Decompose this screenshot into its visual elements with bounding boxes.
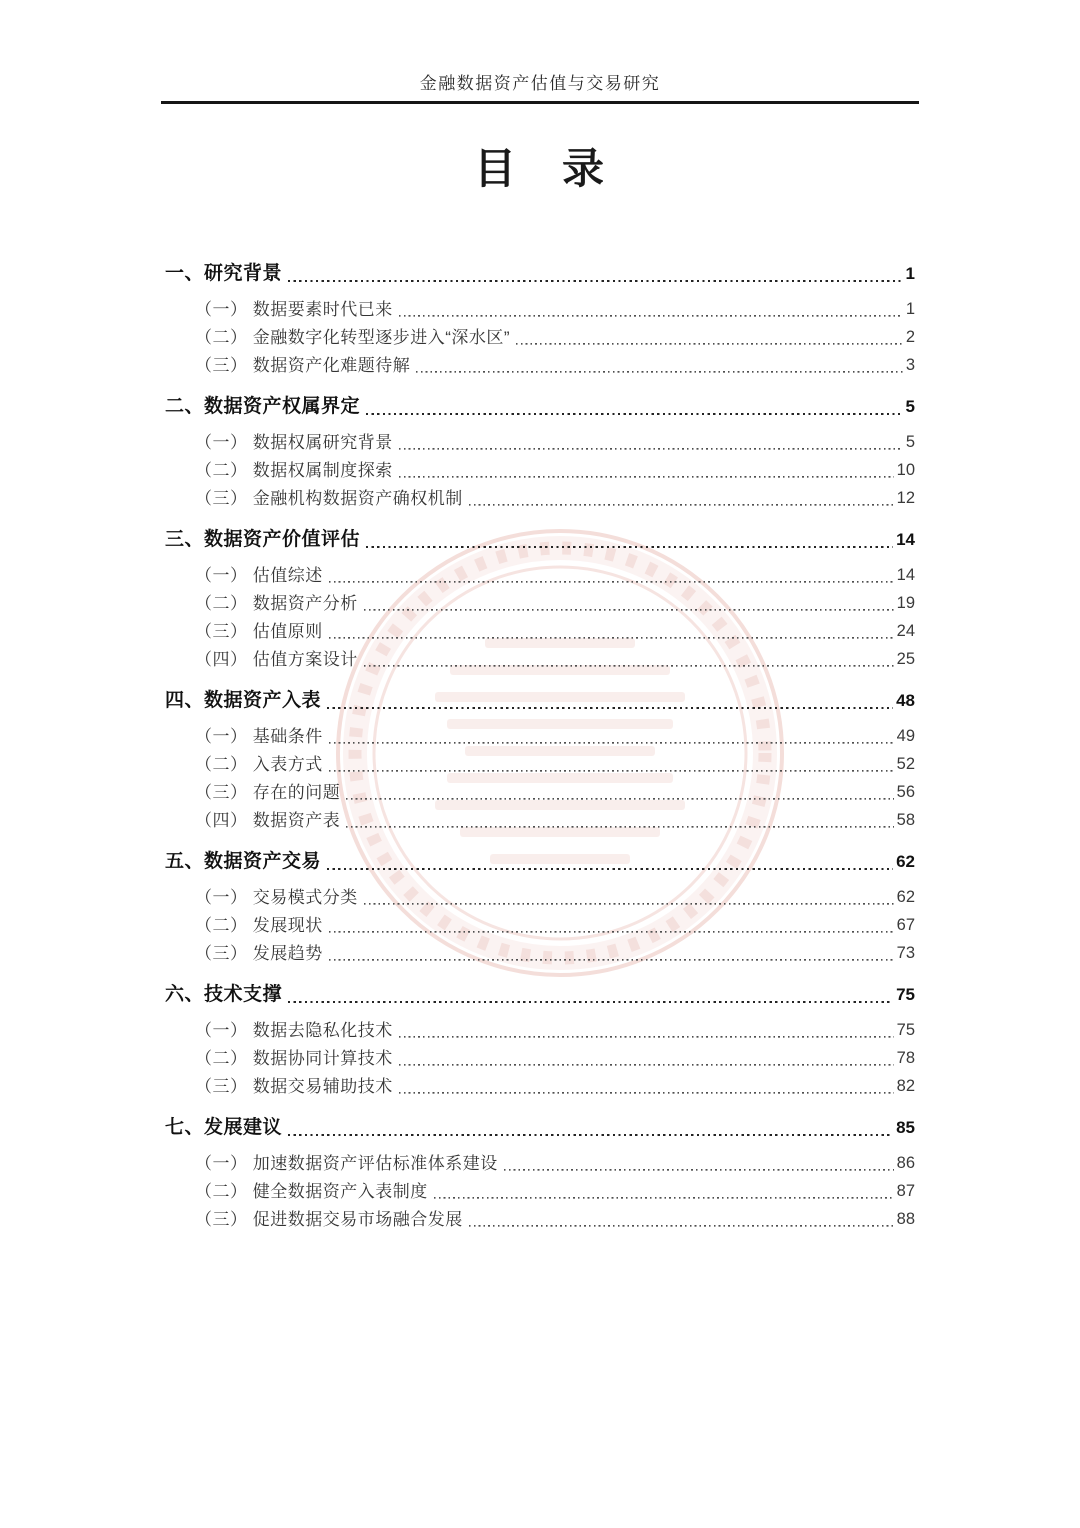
toc-section-heading[interactable] [165, 1112, 915, 1142]
toc-entry-page-number: 67 [896, 916, 915, 934]
dotted-leader [288, 1112, 893, 1142]
dotted-leader [416, 351, 903, 379]
toc-entry-page-number: 49 [896, 727, 915, 745]
toc-entry-label: （一） 交易模式分类 [195, 888, 358, 907]
toc-list [165, 258, 915, 1233]
toc-entry[interactable] [165, 295, 915, 323]
dotted-leader [504, 1149, 894, 1177]
toc-entry[interactable] [165, 911, 915, 939]
toc-entry[interactable] [165, 589, 915, 617]
dotted-leader [366, 391, 903, 421]
toc-section-heading[interactable] [165, 846, 915, 876]
toc-entry-label: （三） 存在的问题 [195, 783, 341, 802]
toc-entry-label: （三） 数据交易辅助技术 [195, 1077, 393, 1096]
toc-entry-label: （二） 发展现状 [195, 916, 323, 935]
toc-entry[interactable] [165, 1044, 915, 1072]
running-header-title: 金融数据资产估值与交易研究 [419, 74, 661, 93]
dotted-leader [346, 806, 893, 834]
toc-entry-page-number: 56 [896, 783, 915, 801]
dotted-leader [399, 1072, 894, 1100]
dotted-leader [399, 428, 903, 456]
toc-entry[interactable] [165, 778, 915, 806]
toc-section-heading[interactable] [165, 979, 915, 1009]
toc-entry-page-number: 62 [896, 888, 915, 906]
toc-entry-label: （三） 估值原则 [195, 622, 323, 641]
toc-subentries [165, 561, 915, 673]
toc-entry-page-number: 25 [896, 650, 915, 668]
toc-entry-label: （三） 促进数据交易市场融合发展 [195, 1210, 463, 1229]
toc-entry-label: （三） 发展趋势 [195, 944, 323, 963]
toc-entry-label: 二、数据资产权属界定 [165, 396, 361, 417]
toc-entry[interactable] [165, 1072, 915, 1100]
toc-entry-label: （一） 数据权属研究背景 [195, 433, 393, 452]
dotted-leader [399, 295, 903, 323]
toc-entry[interactable] [165, 351, 915, 379]
dotted-leader [516, 323, 903, 351]
toc-entry-label: （一） 数据去隐私化技术 [195, 1021, 393, 1040]
toc-entry-page-number: 12 [896, 489, 915, 507]
toc-entry[interactable] [165, 617, 915, 645]
toc-subentries [165, 722, 915, 834]
toc-entry-page-number: 58 [896, 811, 915, 829]
toc-section-heading[interactable] [165, 258, 915, 288]
toc-section [165, 524, 915, 673]
toc-entry-label: （四） 数据资产表 [195, 811, 341, 830]
dotted-leader [329, 750, 894, 778]
dotted-leader [364, 645, 894, 673]
toc-entry[interactable] [165, 806, 915, 834]
toc-entry-page-number: 2 [905, 328, 915, 346]
toc-entry[interactable] [165, 1205, 915, 1233]
toc-entry-page-number: 1 [905, 264, 915, 283]
dotted-leader [399, 456, 894, 484]
dotted-leader [288, 979, 893, 1009]
dotted-leader [364, 589, 894, 617]
dotted-leader [329, 722, 894, 750]
toc-entry-label: 三、数据资产价值评估 [165, 529, 361, 550]
toc-subentries [165, 883, 915, 967]
toc-entry-label: 一、研究背景 [165, 263, 283, 284]
toc-section [165, 391, 915, 512]
toc-entry[interactable] [165, 561, 915, 589]
toc-entry-label: 四、数据资产入表 [165, 690, 322, 711]
dotted-leader [469, 484, 894, 512]
toc-section [165, 979, 915, 1100]
toc-entry[interactable] [165, 883, 915, 911]
toc-entry-page-number: 87 [896, 1182, 915, 1200]
toc-subentries [165, 295, 915, 379]
toc-entry-page-number: 75 [896, 985, 915, 1004]
toc-entry-label: （四） 估值方案设计 [195, 650, 358, 669]
toc-entry-page-number: 85 [896, 1118, 915, 1137]
dotted-leader [346, 778, 893, 806]
toc-entry-label: （二） 健全数据资产入表制度 [195, 1182, 428, 1201]
toc-entry-label: （二） 数据权属制度探索 [195, 461, 393, 480]
toc-entry-label: （二） 数据资产分析 [195, 594, 358, 613]
dotted-leader [366, 524, 893, 554]
toc-entry-label: （二） 金融数字化转型逐步进入“深水区” [195, 328, 511, 347]
toc-entry-label: 七、发展建议 [165, 1117, 283, 1138]
toc-entry[interactable] [165, 484, 915, 512]
toc-entry-label: （一） 估值综述 [195, 566, 323, 585]
toc-entry-page-number: 62 [896, 852, 915, 871]
toc-entry[interactable] [165, 1149, 915, 1177]
dotted-leader [329, 911, 894, 939]
toc-section [165, 258, 915, 379]
toc-entry-label: （一） 加速数据资产评估标准体系建设 [195, 1154, 498, 1173]
header-divider [161, 101, 919, 104]
toc-entry[interactable] [165, 939, 915, 967]
toc-subentries [165, 428, 915, 512]
toc-entry-page-number: 52 [896, 755, 915, 773]
toc-entry-page-number: 82 [896, 1077, 915, 1095]
toc-entry-page-number: 14 [896, 566, 915, 584]
toc-section-heading[interactable] [165, 685, 915, 715]
toc-entry-page-number: 5 [905, 397, 915, 416]
toc-entry-page-number: 3 [905, 356, 915, 374]
toc-entry-page-number: 5 [905, 433, 915, 451]
toc-section [165, 1112, 915, 1233]
toc-entry[interactable] [165, 750, 915, 778]
toc-section-heading[interactable] [165, 391, 915, 421]
page-title: 目 录 [473, 145, 606, 192]
toc-entry-page-number: 88 [896, 1210, 915, 1228]
toc-entry-page-number: 1 [905, 300, 915, 318]
toc-entry[interactable] [165, 323, 915, 351]
toc-entry-label: （二） 数据协同计算技术 [195, 1049, 393, 1068]
toc-entry-page-number: 10 [896, 461, 915, 479]
toc-entry-page-number: 19 [896, 594, 915, 612]
toc-entry-label: 五、数据资产交易 [165, 851, 322, 872]
toc-entry-label: （三） 金融机构数据资产确权机制 [195, 489, 463, 508]
dotted-leader [399, 1044, 894, 1072]
toc-entry-page-number: 24 [896, 622, 915, 640]
toc-entry-page-number: 75 [896, 1021, 915, 1039]
toc-entry[interactable] [165, 645, 915, 673]
toc-section [165, 685, 915, 834]
toc-entry[interactable] [165, 1016, 915, 1044]
toc-entry[interactable] [165, 428, 915, 456]
toc-entry-page-number: 86 [896, 1154, 915, 1172]
toc-entry-page-number: 48 [896, 691, 915, 710]
dotted-leader [364, 883, 894, 911]
toc-subentries [165, 1149, 915, 1233]
toc-subentries [165, 1016, 915, 1100]
dotted-leader [434, 1177, 894, 1205]
toc-entry-page-number: 78 [896, 1049, 915, 1067]
toc-entry[interactable] [165, 1177, 915, 1205]
dotted-leader [399, 1016, 894, 1044]
dotted-leader [288, 258, 903, 288]
toc-entry[interactable] [165, 722, 915, 750]
dotted-leader [327, 846, 893, 876]
toc-entry-label: （二） 入表方式 [195, 755, 323, 774]
toc-section-heading[interactable] [165, 524, 915, 554]
dotted-leader [329, 939, 894, 967]
dotted-leader [329, 561, 894, 589]
toc-entry-page-number: 14 [896, 530, 915, 549]
toc-section [165, 846, 915, 967]
dotted-leader [327, 685, 893, 715]
toc-entry-label: （一） 基础条件 [195, 727, 323, 746]
toc-entry-label: 六、技术支撑 [165, 984, 283, 1005]
dotted-leader [329, 617, 894, 645]
toc-entry-page-number: 73 [896, 944, 915, 962]
toc-entry[interactable] [165, 456, 915, 484]
toc-entry-label: （一） 数据要素时代已来 [195, 300, 393, 319]
dotted-leader [469, 1205, 894, 1233]
toc-entry-label: （三） 数据资产化难题待解 [195, 356, 411, 375]
